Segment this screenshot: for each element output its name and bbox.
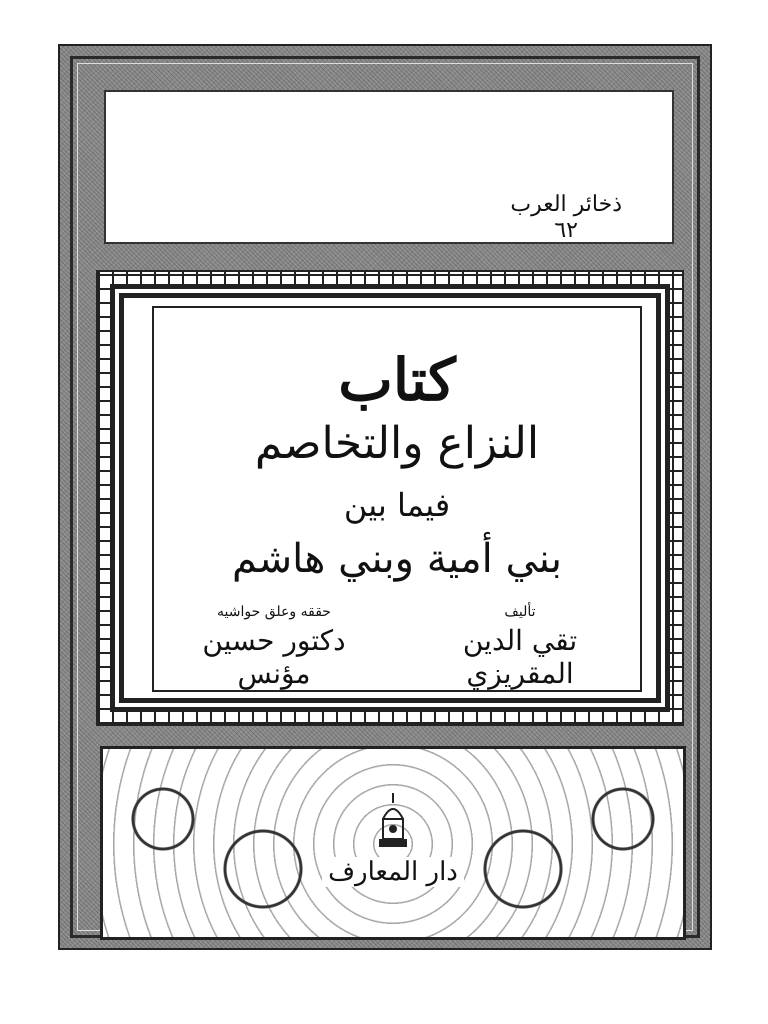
series-panel (104, 90, 674, 244)
title-panel (152, 306, 642, 692)
author-credit (420, 604, 620, 690)
title-families: بني أمية وبني هاشم (231, 536, 563, 582)
author-name: تقي الدين المقريزي (462, 624, 578, 690)
editor-role: حققه وعلق حواشيه (217, 604, 331, 620)
book-title: النزاع والتخاصم (254, 418, 540, 469)
book-cover (58, 44, 712, 950)
author-role: تأليف (504, 604, 536, 620)
publisher-logo-icon (373, 789, 413, 849)
title-prefix: كتاب (338, 346, 456, 414)
editor-credit (174, 604, 374, 690)
arabesque-panel (100, 746, 686, 940)
editor-name: دكتور حسين مؤنس (202, 624, 346, 690)
series-number: ٦٢ (554, 218, 578, 243)
title-between: فيما بين (343, 486, 451, 524)
publisher-label: دار المعارف (322, 857, 464, 887)
publisher-name (103, 857, 683, 887)
series-title: ذخائر العرب (510, 192, 622, 217)
series-block (510, 192, 622, 244)
